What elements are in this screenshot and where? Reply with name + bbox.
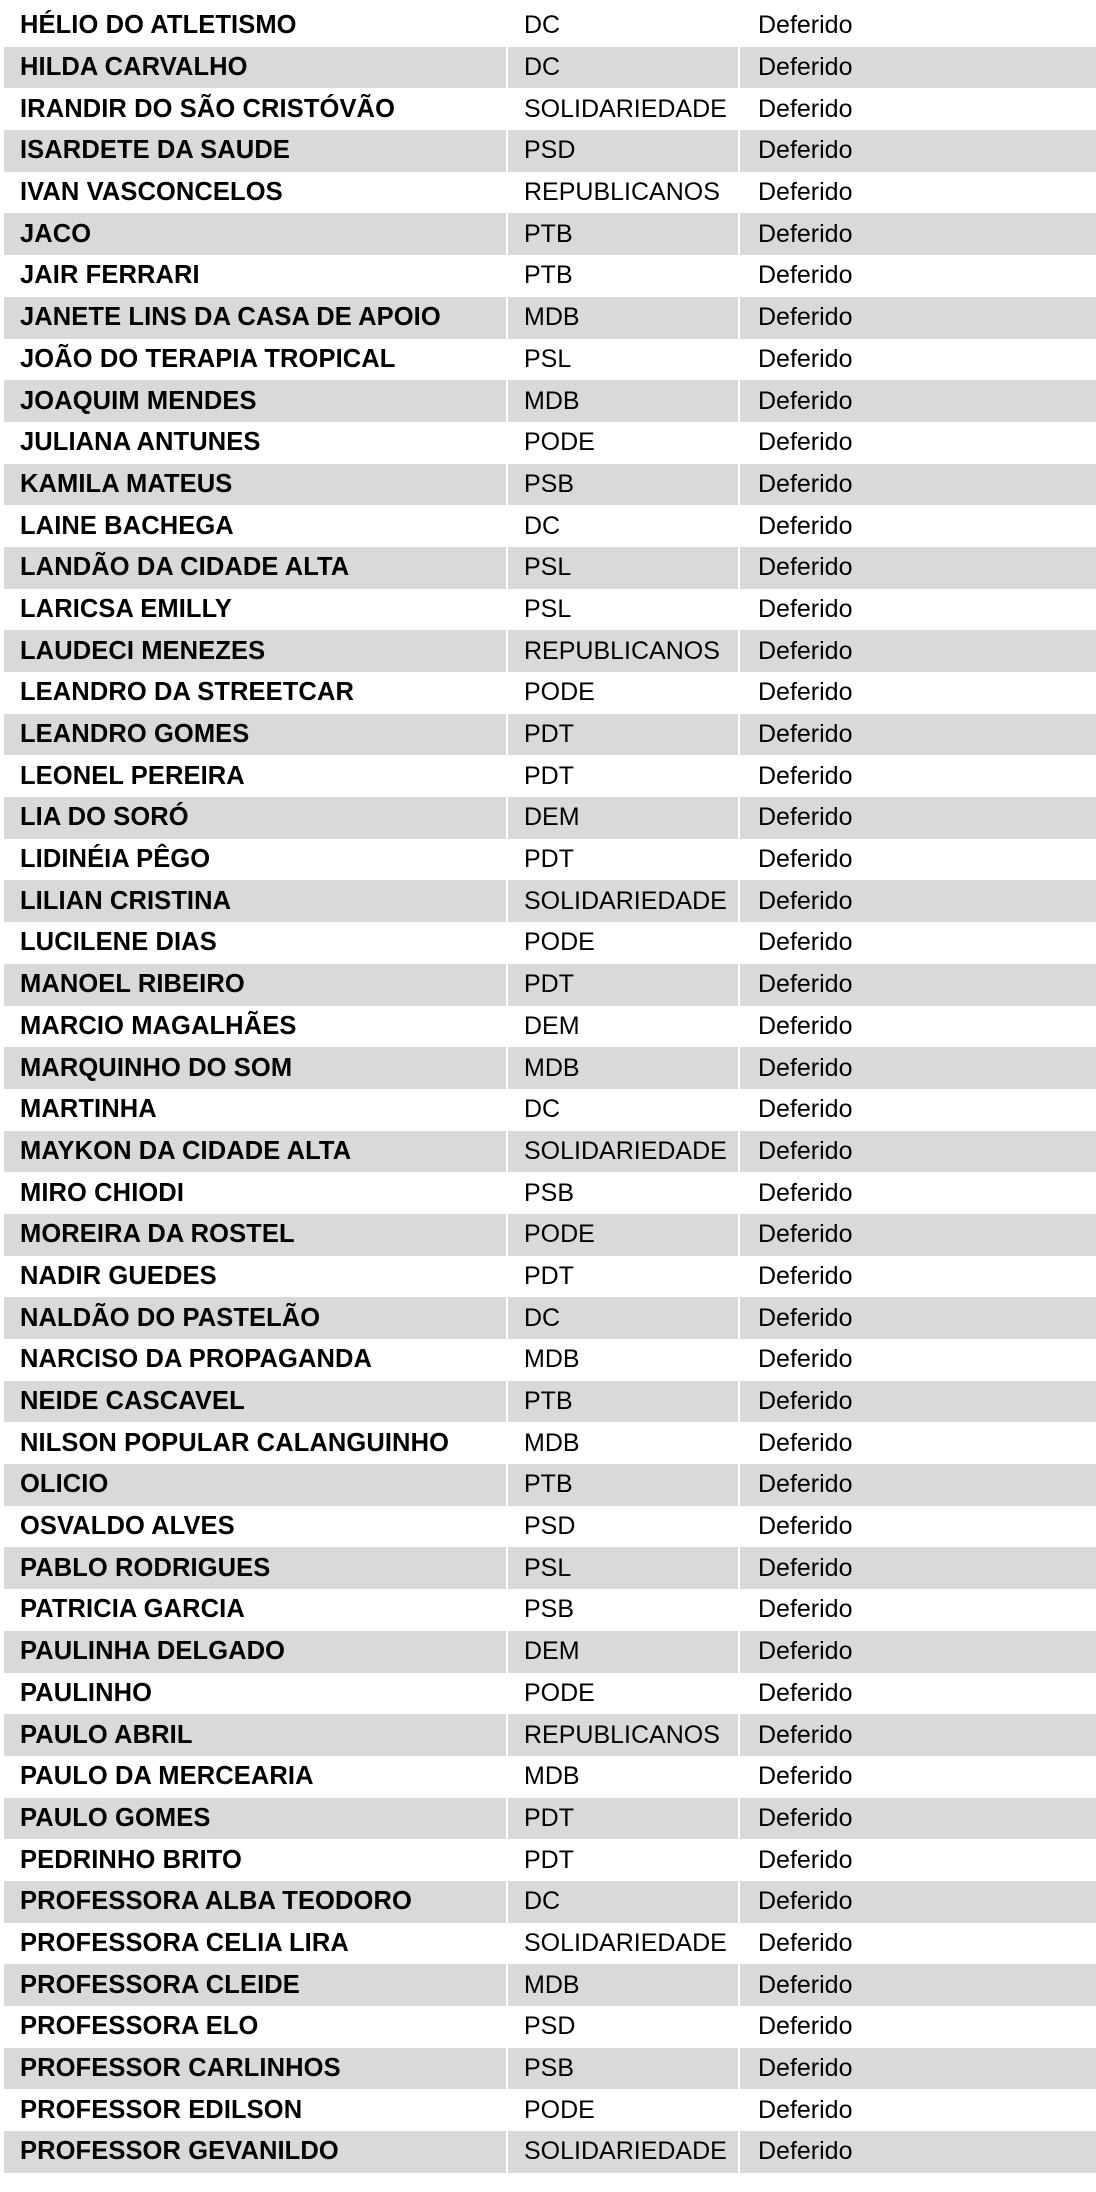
status-cell: Deferido	[738, 1131, 1096, 1173]
status-cell: Deferido	[738, 755, 1096, 797]
table-row	[4, 1881, 1096, 1923]
party-cell: MDB	[506, 297, 738, 339]
candidate-name-cell: MAYKON DA CIDADE ALTA	[20, 1136, 352, 1165]
table-row	[4, 1839, 1096, 1881]
table-row	[4, 2048, 1096, 2090]
status-cell: Deferido	[738, 213, 1096, 255]
party-cell: PSL	[506, 1547, 738, 1589]
status-cell: Deferido	[738, 714, 1096, 756]
status-cell: Deferido	[738, 547, 1096, 589]
status-cell: Deferido	[738, 1047, 1096, 1089]
party-cell: MDB	[506, 1964, 738, 2006]
candidate-name-cell: PROFESSORA ELO	[20, 2012, 259, 2041]
table-row	[4, 1297, 1096, 1339]
candidate-name-cell: MARTINHA	[20, 1095, 157, 1124]
party-cell: SOLIDARIEDADE	[506, 1131, 738, 1173]
candidates-table	[4, 5, 1096, 2173]
party-cell: DEM	[506, 1631, 738, 1673]
table-row	[4, 1714, 1096, 1756]
party-cell: PSB	[506, 1589, 738, 1631]
table-row	[4, 1006, 1096, 1048]
party-cell: PSD	[506, 2006, 738, 2048]
candidate-name-cell: HÉLIO DO ATLETISMO	[20, 11, 297, 40]
candidate-name-cell: LIA DO SORÓ	[20, 803, 189, 832]
status-cell: Deferido	[738, 1964, 1096, 2006]
party-cell: PSB	[506, 2048, 738, 2090]
table-row	[4, 1464, 1096, 1506]
candidate-name-cell: PATRICIA GARCIA	[20, 1595, 245, 1624]
status-cell: Deferido	[738, 1172, 1096, 1214]
party-cell: PDT	[506, 839, 738, 881]
status-cell: Deferido	[738, 1881, 1096, 1923]
party-cell: PDT	[506, 964, 738, 1006]
party-cell: MDB	[506, 1422, 738, 1464]
status-cell: Deferido	[738, 5, 1096, 47]
party-cell: PDT	[506, 1798, 738, 1840]
status-cell: Deferido	[738, 464, 1096, 506]
candidate-name-cell: JULIANA ANTUNES	[20, 428, 261, 457]
status-cell: Deferido	[738, 130, 1096, 172]
status-cell: Deferido	[738, 1256, 1096, 1298]
table-row	[4, 1089, 1096, 1131]
candidate-name-cell: MARQUINHO DO SOM	[20, 1053, 293, 1082]
status-cell: Deferido	[738, 505, 1096, 547]
status-cell: Deferido	[738, 1214, 1096, 1256]
party-cell: DC	[506, 1297, 738, 1339]
candidate-name-cell: PROFESSORA ALBA TEODORO	[20, 1887, 412, 1916]
status-cell: Deferido	[738, 1506, 1096, 1548]
party-cell: PTB	[506, 255, 738, 297]
candidate-name-cell: LEANDRO DA STREETCAR	[20, 678, 354, 707]
table-row	[4, 297, 1096, 339]
status-cell: Deferido	[738, 2006, 1096, 2048]
status-cell: Deferido	[738, 47, 1096, 89]
candidate-name-cell: MARCIO MAGALHÃES	[20, 1011, 297, 1040]
candidate-name-cell: ISARDETE DA SAUDE	[20, 136, 290, 165]
status-cell: Deferido	[738, 839, 1096, 881]
table-row	[4, 1506, 1096, 1548]
party-cell: DEM	[506, 1006, 738, 1048]
table-row	[4, 1547, 1096, 1589]
table-row	[4, 1923, 1096, 1965]
party-cell: PODE	[506, 1673, 738, 1715]
party-cell: PODE	[506, 672, 738, 714]
party-cell: DC	[506, 1881, 738, 1923]
table-row	[4, 589, 1096, 631]
candidate-name-cell: LAINE BACHEGA	[20, 511, 234, 540]
table-row	[4, 422, 1096, 464]
status-cell: Deferido	[738, 2048, 1096, 2090]
status-cell: Deferido	[738, 1714, 1096, 1756]
party-cell: DC	[506, 1089, 738, 1131]
status-cell: Deferido	[738, 1589, 1096, 1631]
table-row	[4, 839, 1096, 881]
table-row	[4, 714, 1096, 756]
table-row	[4, 1131, 1096, 1173]
party-cell: PSL	[506, 589, 738, 631]
candidate-name-cell: NALDÃO DO PASTELÃO	[20, 1303, 321, 1332]
status-cell: Deferido	[738, 1297, 1096, 1339]
party-cell: SOLIDARIEDADE	[506, 1923, 738, 1965]
table-row	[4, 2089, 1096, 2131]
status-cell: Deferido	[738, 88, 1096, 130]
party-cell: PODE	[506, 422, 738, 464]
table-row	[4, 1381, 1096, 1423]
party-cell: DC	[506, 47, 738, 89]
table-row	[4, 1756, 1096, 1798]
candidate-name-cell: NEIDE CASCAVEL	[20, 1387, 245, 1416]
candidate-name-cell: LUCILENE DIAS	[20, 928, 217, 957]
candidate-name-cell: PAULO DA MERCEARIA	[20, 1762, 314, 1791]
candidate-name-cell: LARICSA EMILLY	[20, 594, 233, 623]
table-row	[4, 755, 1096, 797]
status-cell: Deferido	[738, 589, 1096, 631]
status-cell: Deferido	[738, 172, 1096, 214]
table-row	[4, 130, 1096, 172]
table-row	[4, 1964, 1096, 2006]
candidate-name-cell: IRANDIR DO SÃO CRISTÓVÃO	[20, 94, 396, 123]
party-cell: PSB	[506, 464, 738, 506]
table-row	[4, 255, 1096, 297]
table-row	[4, 1422, 1096, 1464]
party-cell: PSD	[506, 1506, 738, 1548]
party-cell: MDB	[506, 380, 738, 422]
party-cell: REPUBLICANOS	[506, 172, 738, 214]
table-row	[4, 1214, 1096, 1256]
table-row	[4, 2131, 1096, 2173]
table-row	[4, 1047, 1096, 1089]
table-row	[4, 5, 1096, 47]
party-cell: PSL	[506, 339, 738, 381]
table-row	[4, 1256, 1096, 1298]
candidate-name-cell: LIDINÉIA PÊGO	[20, 845, 211, 874]
table-row	[4, 47, 1096, 89]
table-row	[4, 1798, 1096, 1840]
candidate-name-cell: LEANDRO GOMES	[20, 720, 250, 749]
status-cell: Deferido	[738, 2089, 1096, 2131]
candidate-name-cell: NARCISO DA PROPAGANDA	[20, 1345, 373, 1374]
status-cell: Deferido	[738, 922, 1096, 964]
status-cell: Deferido	[738, 2131, 1096, 2173]
party-cell: MDB	[506, 1047, 738, 1089]
candidate-name-cell: MANOEL RIBEIRO	[20, 970, 245, 999]
candidate-name-cell: PAULINHA DELGADO	[20, 1637, 286, 1666]
status-cell: Deferido	[738, 1631, 1096, 1673]
candidate-name-cell: PAULO ABRIL	[20, 1720, 193, 1749]
candidate-name-cell: HILDA CARVALHO	[20, 53, 248, 82]
party-cell: PTB	[506, 1381, 738, 1423]
party-cell: PODE	[506, 922, 738, 964]
table-row	[4, 88, 1096, 130]
table-row	[4, 172, 1096, 214]
party-cell: PTB	[506, 1464, 738, 1506]
candidate-name-cell: LAUDECI MENEZES	[20, 636, 266, 665]
table-row	[4, 505, 1096, 547]
table-row	[4, 1631, 1096, 1673]
candidate-name-cell: LANDÃO DA CIDADE ALTA	[20, 553, 350, 582]
table-row	[4, 213, 1096, 255]
candidate-name-cell: JACO	[20, 219, 92, 248]
status-cell: Deferido	[738, 630, 1096, 672]
status-cell: Deferido	[738, 880, 1096, 922]
status-cell: Deferido	[738, 422, 1096, 464]
candidate-name-cell: PABLO RODRIGUES	[20, 1553, 271, 1582]
candidate-name-cell: PEDRINHO BRITO	[20, 1845, 242, 1874]
status-cell: Deferido	[738, 339, 1096, 381]
candidate-name-cell: JOAQUIM MENDES	[20, 386, 257, 415]
party-cell: REPUBLICANOS	[506, 630, 738, 672]
status-cell: Deferido	[738, 1673, 1096, 1715]
party-cell: PODE	[506, 2089, 738, 2131]
table-row	[4, 1673, 1096, 1715]
table-row	[4, 547, 1096, 589]
table-row	[4, 1589, 1096, 1631]
party-cell: PSD	[506, 130, 738, 172]
status-cell: Deferido	[738, 1339, 1096, 1381]
status-cell: Deferido	[738, 1839, 1096, 1881]
candidate-name-cell: JANETE LINS DA CASA DE APOIO	[20, 303, 441, 332]
candidate-name-cell: PROFESSORA CELIA LIRA	[20, 1928, 349, 1957]
party-cell: DC	[506, 5, 738, 47]
status-cell: Deferido	[738, 1089, 1096, 1131]
table-row	[4, 464, 1096, 506]
party-cell: REPUBLICANOS	[506, 1714, 738, 1756]
table-row	[4, 880, 1096, 922]
status-cell: Deferido	[738, 1923, 1096, 1965]
party-cell: PDT	[506, 1256, 738, 1298]
party-cell: PDT	[506, 714, 738, 756]
party-cell: SOLIDARIEDADE	[506, 880, 738, 922]
table-row	[4, 964, 1096, 1006]
table-row	[4, 630, 1096, 672]
party-cell: MDB	[506, 1339, 738, 1381]
status-cell: Deferido	[738, 380, 1096, 422]
status-cell: Deferido	[738, 964, 1096, 1006]
status-cell: Deferido	[738, 297, 1096, 339]
candidate-name-cell: PAULINHO	[20, 1678, 153, 1707]
candidate-name-cell: PROFESSOR GEVANILDO	[20, 2137, 339, 2166]
status-cell: Deferido	[738, 1547, 1096, 1589]
status-cell: Deferido	[738, 1006, 1096, 1048]
candidate-name-cell: PROFESSOR EDILSON	[20, 2095, 303, 2124]
status-cell: Deferido	[738, 1464, 1096, 1506]
candidate-name-cell: OSVALDO ALVES	[20, 1512, 235, 1541]
party-cell: PDT	[506, 1839, 738, 1881]
party-cell: DEM	[506, 797, 738, 839]
candidate-name-cell: MOREIRA DA ROSTEL	[20, 1220, 295, 1249]
status-cell: Deferido	[738, 797, 1096, 839]
candidate-name-cell: LEONEL PEREIRA	[20, 761, 245, 790]
status-cell: Deferido	[738, 1798, 1096, 1840]
party-cell: SOLIDARIEDADE	[506, 2131, 738, 2173]
party-cell: PTB	[506, 213, 738, 255]
status-cell: Deferido	[738, 1422, 1096, 1464]
candidate-name-cell: OLICIO	[20, 1470, 109, 1499]
candidate-name-cell: PROFESSORA CLEIDE	[20, 1970, 300, 1999]
candidate-name-cell: IVAN VASCONCELOS	[20, 178, 283, 207]
candidate-name-cell: KAMILA MATEUS	[20, 469, 233, 498]
candidate-name-cell: PROFESSOR CARLINHOS	[20, 2054, 341, 2083]
party-cell: MDB	[506, 1756, 738, 1798]
candidate-name-cell: JOÃO DO TERAPIA TROPICAL	[20, 344, 396, 373]
party-cell: PSL	[506, 547, 738, 589]
table-row	[4, 1339, 1096, 1381]
table-row	[4, 380, 1096, 422]
table-row	[4, 797, 1096, 839]
candidate-name-cell: JAIR FERRARI	[20, 261, 200, 290]
party-cell: SOLIDARIEDADE	[506, 88, 738, 130]
table-row	[4, 339, 1096, 381]
candidate-name-cell: NILSON POPULAR CALANGUINHO	[20, 1428, 450, 1457]
status-cell: Deferido	[738, 1381, 1096, 1423]
table-row	[4, 922, 1096, 964]
table-row	[4, 672, 1096, 714]
candidate-name-cell: LILIAN CRISTINA	[20, 886, 232, 915]
party-cell: PODE	[506, 1214, 738, 1256]
party-cell: DC	[506, 505, 738, 547]
table-row	[4, 1172, 1096, 1214]
table-row	[4, 2006, 1096, 2048]
party-cell: PDT	[506, 755, 738, 797]
party-cell: PSB	[506, 1172, 738, 1214]
candidate-name-cell: PAULO GOMES	[20, 1803, 211, 1832]
status-cell: Deferido	[738, 672, 1096, 714]
status-cell: Deferido	[738, 255, 1096, 297]
candidate-name-cell: NADIR GUEDES	[20, 1261, 217, 1290]
candidate-name-cell: MIRO CHIODI	[20, 1178, 185, 1207]
status-cell: Deferido	[738, 1756, 1096, 1798]
